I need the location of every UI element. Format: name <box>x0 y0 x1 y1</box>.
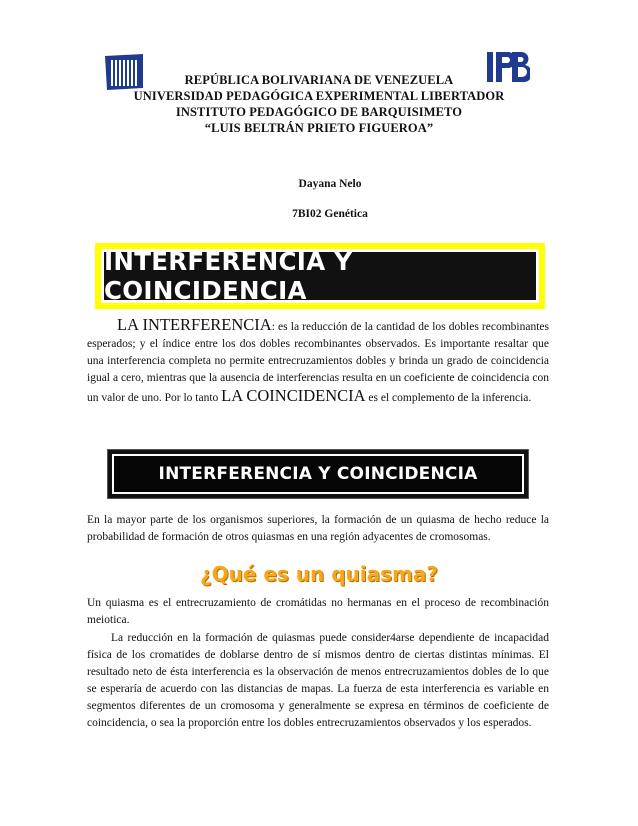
paragraph-interference-text2: es el complemento de la inferencia. <box>365 392 532 404</box>
author-name: Dayana Nelo <box>298 178 362 190</box>
title-banner-middle-text: INTERFERENCIA Y COINCIDENCIA <box>158 464 478 484</box>
term-coincidence: LA COINCIDENCIA <box>221 386 366 405</box>
header-line-4: “LUIS BELTRÁN PRIETO FIGUEROA” <box>204 121 434 135</box>
course-name: 7BI02 Genética <box>292 208 368 220</box>
institution-header <box>95 72 543 136</box>
paragraph-interference-text1: : es la reducción de la cantidad de los dobles recombinantes esperados; y el índice entre los dos dobles recombinantes observados. Es importante resaltar que una interferencia completa no permite entrecruzamientos dobles y brinda un grado de coincidencia igual a cero, mientras que la ausencia de interferencias resulta en un coeficiente de coincidencia con un valor de uno. Por lo tanto <box>87 321 549 404</box>
paragraph-chiasma-formation: En la mayor parte de los organismos superiores, la formación de un quiasma de hecho reduce la probabilidad de formación de otros quiasmas en una región adyacentes de cromosomas. <box>87 514 549 543</box>
subtitle-chiasma: ¿Qué es un quiasma? <box>200 562 438 586</box>
paragraph-interference <box>87 316 549 407</box>
paragraph-chiasma-definition: Un quiasma es el entrecruzamiento de cromátidas no hermanas en el proceso de recombinación meiotica. <box>87 597 549 626</box>
title-banner-middle <box>107 449 529 499</box>
paragraph-chiasma-reduction: La reducción en la formación de quiasmas puede consider4arse dependiente de incapacidad física de los cromatides de doblarse dentro de sí mismos dentro de ciertas distintas mínimas. El resultado neto de ésta interferencia es la observación de menos entrecruzamientos dobles de lo que se esperaría de acuerdo con las distancias de mapas. La fuerza de esta interferencia es variable en segmentos diferentes de un cromosoma y generalmente se expresa en términos de coeficiente de coincidencia, o sea la proporción entre los dobles entrecruzamientos observados y los esperados. <box>87 632 549 729</box>
term-interference: LA INTERFERENCIA <box>117 315 272 334</box>
title-banner-top <box>95 243 545 309</box>
header-line-1: REPÚBLICA BOLIVARIANA DE VENEZUELA <box>184 73 454 87</box>
header-line-3: INSTITUTO PEDAGÓGICO DE BARQUISIMETO <box>175 105 463 119</box>
header-line-2: UNIVERSIDAD PEDAGÓGICA EXPERIMENTAL LIBERTADOR <box>133 89 505 103</box>
title-banner-top-text: INTERFERENCIA Y COINCIDENCIA <box>104 247 353 305</box>
